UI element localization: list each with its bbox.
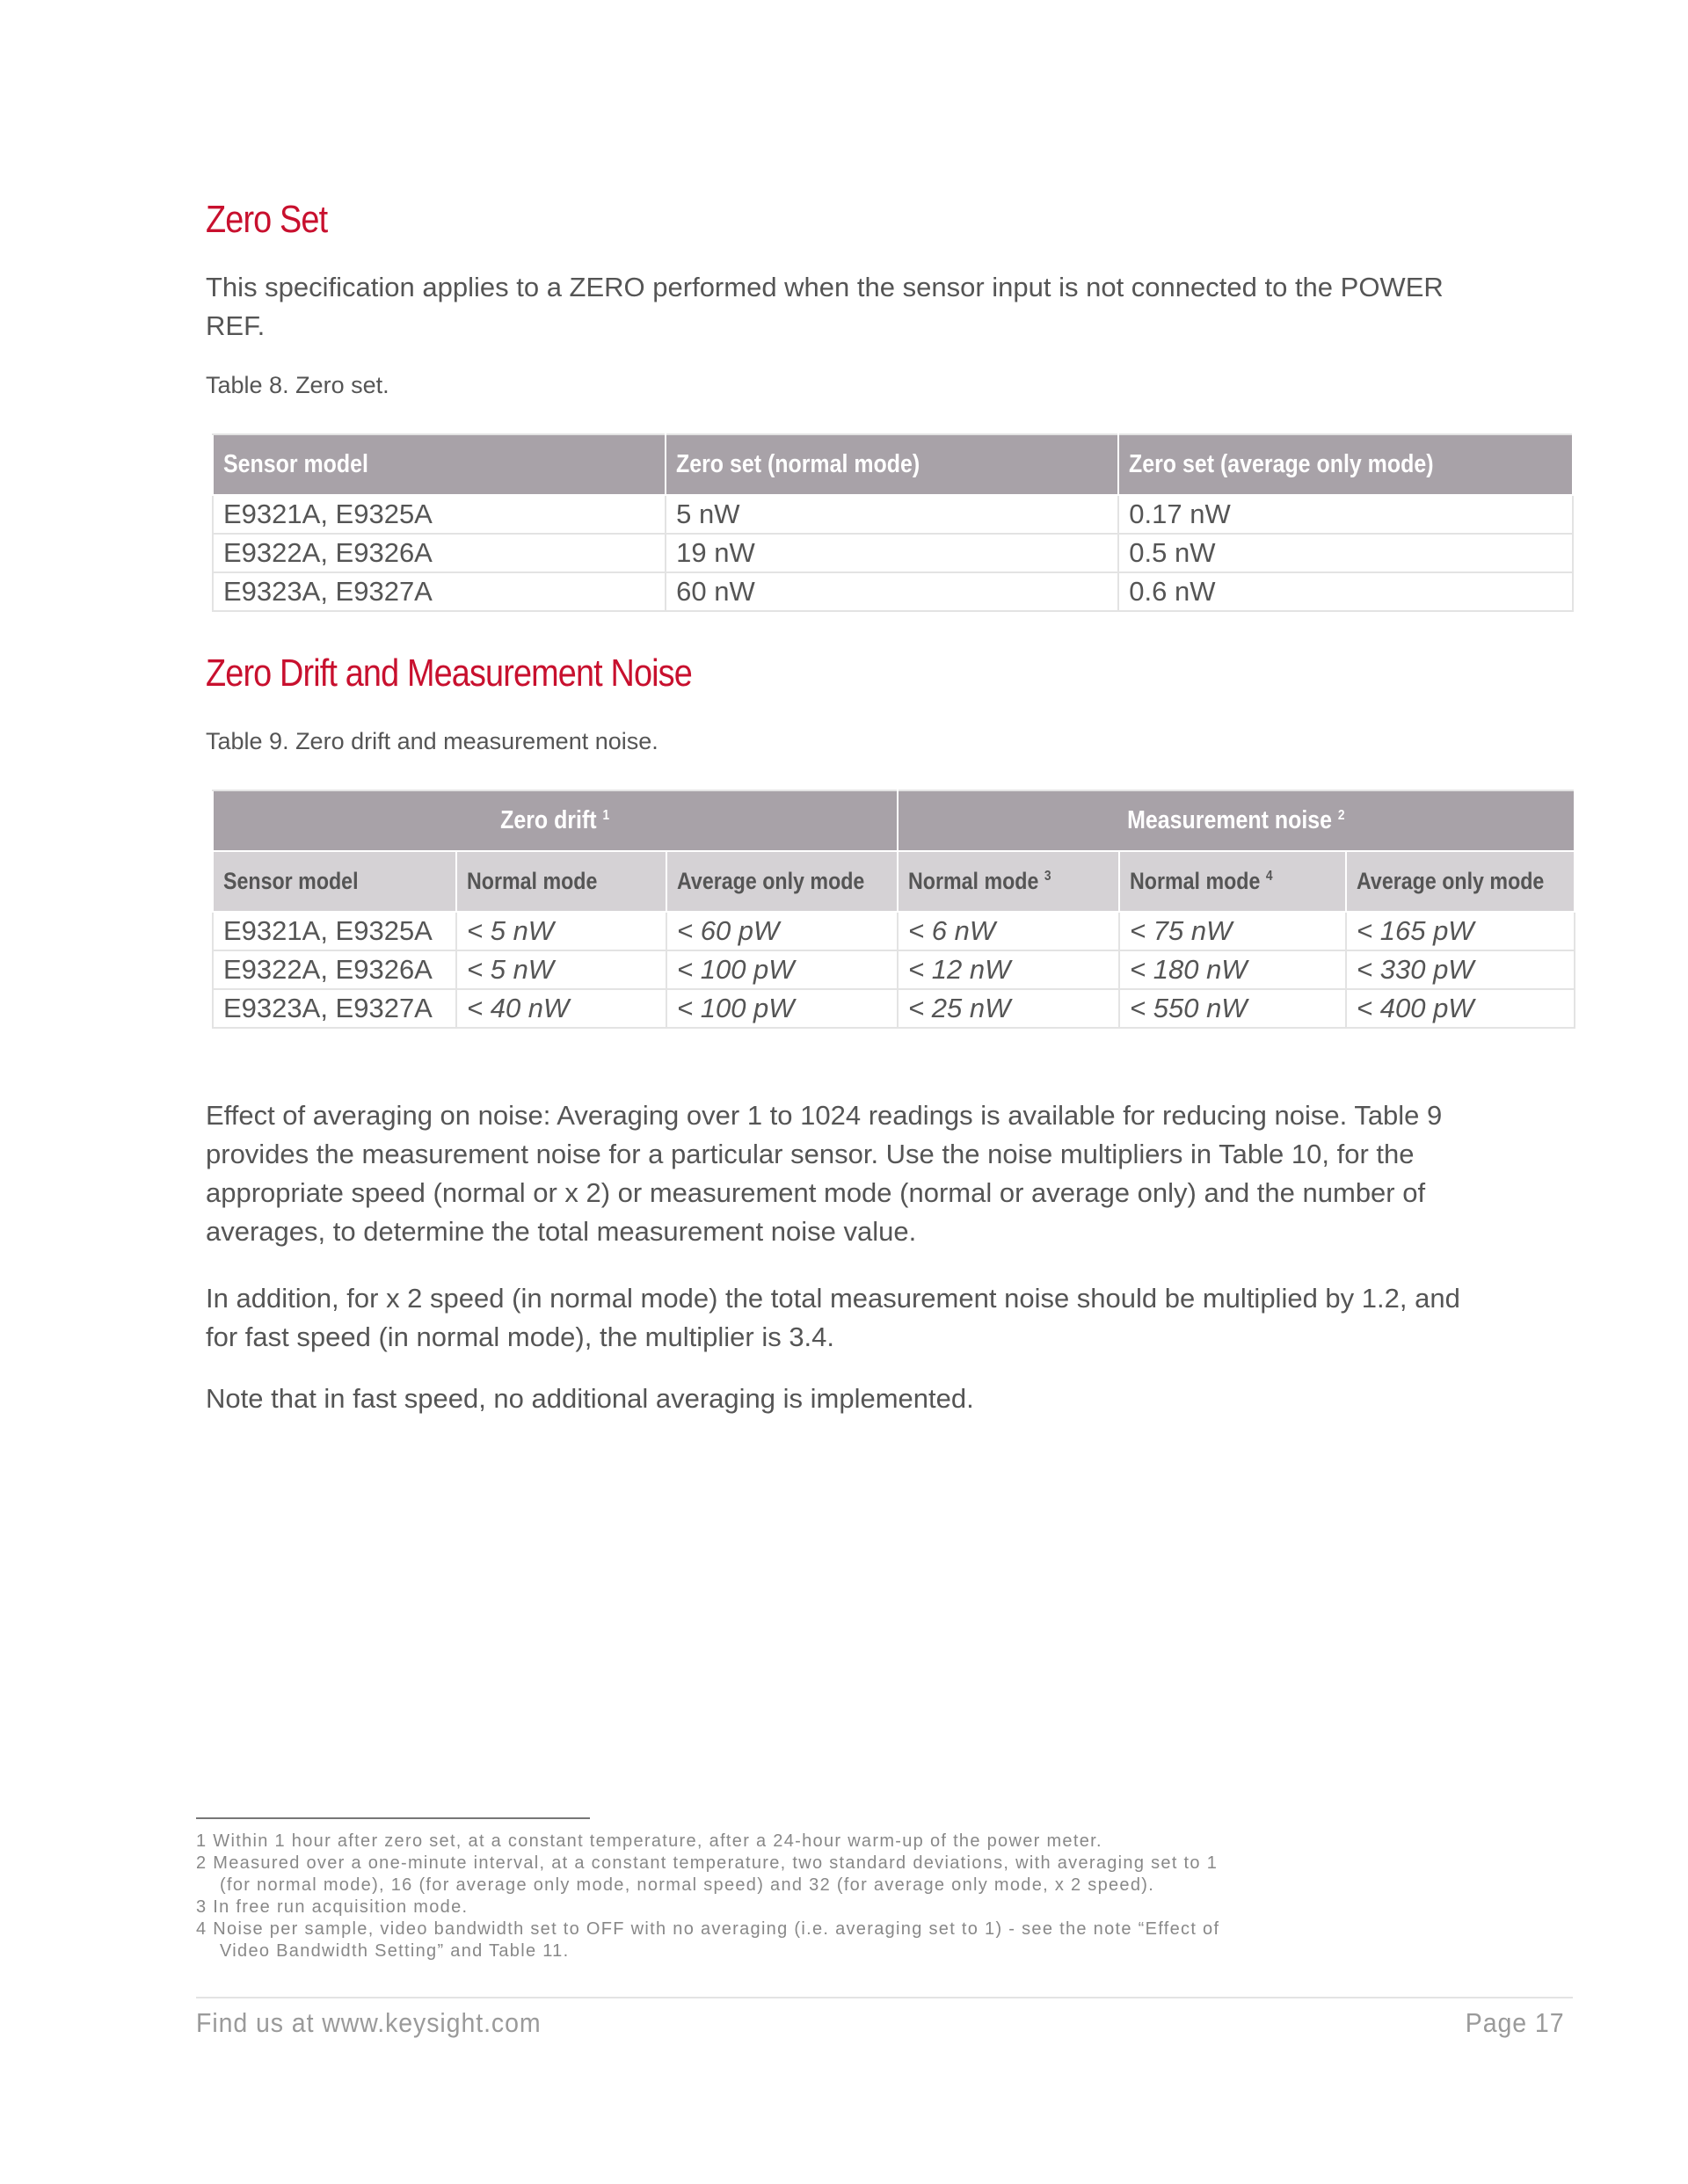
- table-cell: 60 nW: [666, 572, 1118, 611]
- footnote-2: 2 Measured over a one-minute interval, at a constant temperature, two standard deviations, with averaging set to 1 (for normal mode), 16 (for average only mode, normal speed) and 32 (for average only mode, x 2 speed).: [196, 1853, 1219, 1895]
- table-cell: < 400 pW: [1346, 989, 1575, 1028]
- table-cell: E9321A, E9325A: [213, 495, 666, 534]
- table-cell: < 40 nW: [456, 989, 666, 1028]
- fast-speed-note-paragraph: Note that in fast speed, no additional averaging is implemented.: [206, 1383, 974, 1414]
- footnotes: [196, 1831, 1568, 1962]
- table-cell: < 550 nW: [1119, 989, 1346, 1028]
- footer-divider: [196, 1997, 1573, 1998]
- table-cell: < 75 nW: [1119, 912, 1346, 950]
- table-group-header-row: [213, 790, 1575, 851]
- zero-set-heading: Zero Set: [206, 198, 328, 241]
- column-header: Normal mode $^4$: [1119, 851, 1346, 912]
- table-subheader-row: [213, 851, 1575, 912]
- footnote-divider: [196, 1817, 590, 1819]
- column-header: Zero set (normal mode): [666, 434, 1118, 495]
- table-row: [213, 572, 1573, 611]
- table-cell: E9323A, E9327A: [213, 572, 666, 611]
- column-header: Average only mode: [666, 851, 898, 912]
- table-cell: 0.17 nW: [1118, 495, 1573, 534]
- zero-set-intro: This specification applies to a ZERO performed when the sensor input is not connected to the POWER REF.: [206, 272, 1444, 341]
- table-cell: < 100 pW: [666, 950, 898, 989]
- table-row: [213, 534, 1573, 572]
- zero-drift-heading: Zero Drift and Measurement Noise: [206, 652, 692, 695]
- footnote-1: 1 Within 1 hour after zero set, at a constant temperature, after a 24-hour warm-up of the power meter.: [196, 1831, 1102, 1851]
- table-cell: < 5 nW: [456, 950, 666, 989]
- table9-caption: Table 9. Zero drift and measurement noise.: [206, 728, 658, 754]
- table-cell: E9321A, E9325A: [213, 912, 456, 950]
- column-header: Normal mode $^3$: [898, 851, 1119, 912]
- table8-caption: Table 8. Zero set.: [206, 372, 389, 398]
- table-cell: < 100 pW: [666, 989, 898, 1028]
- column-header: Normal mode: [456, 851, 666, 912]
- table-cell: < 25 nW: [898, 989, 1119, 1028]
- zero-drift-noise-table: [212, 790, 1575, 1029]
- column-header: Zero set (average only mode): [1118, 434, 1573, 495]
- table-cell: < 12 nW: [898, 950, 1119, 989]
- table-cell: 5 nW: [666, 495, 1118, 534]
- table-cell: < 6 nW: [898, 912, 1119, 950]
- page-number: Page 17: [1465, 2007, 1564, 2038]
- zero-set-table: [212, 433, 1574, 612]
- table-cell: < 330 pW: [1346, 950, 1575, 989]
- column-header: Sensor model: [213, 851, 456, 912]
- table-cell: E9323A, E9327A: [213, 989, 456, 1028]
- table-cell: < 60 pW: [666, 912, 898, 950]
- column-header: Sensor model: [213, 434, 666, 495]
- table-row: [213, 950, 1575, 989]
- speed-multiplier-paragraph: In addition, for x 2 speed (in normal mode) the total measurement noise should be multiplied by 1.2, and for fast speed (in normal mode), the multiplier is 3.4.: [206, 1283, 1460, 1352]
- table-cell: E9322A, E9326A: [213, 534, 666, 572]
- table-cell: < 165 pW: [1346, 912, 1575, 950]
- table-cell: < 180 nW: [1119, 950, 1346, 989]
- footer-website-link[interactable]: Find us at www.keysight.com: [196, 2007, 542, 2038]
- averaging-effect-paragraph: Effect of averaging on noise: Averaging over 1 to 1024 readings is available for reducing noise. Table 9 provides the measurement noise for a particular sensor. Use the noise multipliers in Table 10, for the appropriate speed (normal or x 2) or measurement mode (normal or average only) and the number of averages, to determine the total measurement noise value.: [206, 1100, 1443, 1247]
- table-row: [213, 912, 1575, 950]
- column-header: Average only mode: [1346, 851, 1575, 912]
- table-cell: E9322A, E9326A: [213, 950, 456, 989]
- measurement-noise-group-header: Measurement noise $^2$: [898, 790, 1575, 851]
- footnote-4: 4 Noise per sample, video bandwidth set to OFF with no averaging (i.e. averaging set to 1) - see the note “Effect of Video Bandwidth Setting” and Table 11.: [196, 1919, 1220, 1961]
- table-cell: 0.5 nW: [1118, 534, 1573, 572]
- footnote-3: 3 In free run acquisition mode.: [196, 1897, 469, 1917]
- table-cell: 0.6 nW: [1118, 572, 1573, 611]
- table-row: [213, 495, 1573, 534]
- table-cell: 19 nW: [666, 534, 1118, 572]
- table-row: [213, 989, 1575, 1028]
- table-header-row: [213, 434, 1573, 495]
- table-cell: < 5 nW: [456, 912, 666, 950]
- zero-drift-group-header: Zero drift $^1$: [213, 790, 898, 851]
